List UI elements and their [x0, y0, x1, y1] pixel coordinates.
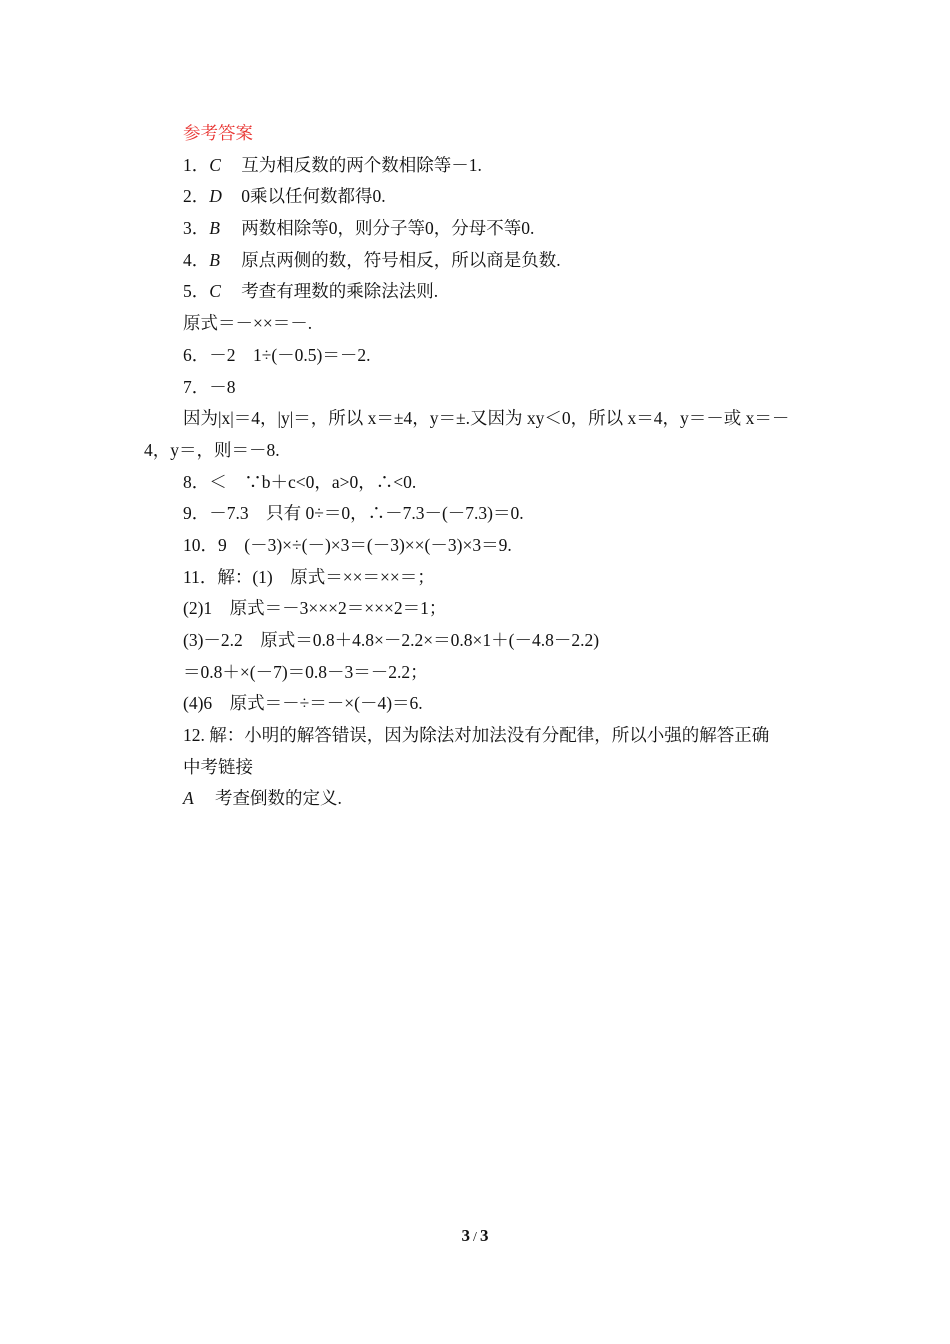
exam-link-title: 中考链接: [183, 756, 253, 777]
answer-item-3: [144, 213, 812, 245]
answer-11-part-2: (2)1 原式＝－3×××2＝×××2＝1；: [183, 598, 447, 619]
page-number: [0, 1226, 950, 1246]
answer-explanation: 两数相除等0，则分子等0，分母不等0.: [241, 218, 535, 239]
answer-item-12: 12. 解：小明的解答错误，因为除法对加法没有分配律，所以小强的解答正确: [183, 725, 770, 746]
exam-link-answer: [144, 783, 812, 815]
answer-choice: D: [209, 186, 222, 207]
answer-7-explanation: 因为|x|＝4，|y|＝，所以 x＝±4，y＝±.又因为 xy＜0，所以 x＝4，y＝－或 x＝－: [183, 408, 790, 429]
answer-item-6: 6．－2 1÷(－0.5)＝－2.: [183, 344, 371, 365]
answer-item-10: 10．9 (－3)×÷(－)×3＝(－3)××(－3)×3＝9.: [183, 534, 512, 555]
answer-item-1: [144, 150, 812, 182]
answer-11-part-3-continued: ＝0.8＋×(－7)＝0.8－3＝－2.2；: [183, 661, 428, 682]
answer-explanation: 考查有理数的乘除法法则.: [241, 281, 439, 302]
answer-choice: C: [209, 281, 221, 302]
answer-7-continuation: 4，y＝，则＝－8.: [144, 439, 280, 460]
answer-choice: C: [209, 154, 221, 175]
answer-item-4: [144, 245, 812, 277]
answer-number: 4．: [183, 249, 210, 270]
answer-11-part-3: (3)－2.2 原式＝0.8＋4.8×－2.2×＝0.8×1＋(－4.8－2.2): [183, 630, 600, 650]
answer-explanation: 原点两侧的数，符号相反，所以商是负数.: [241, 249, 561, 270]
answer-choice: A: [183, 788, 194, 809]
answer-item-7: 7．－8: [183, 376, 236, 397]
answer-number: 5．: [183, 281, 210, 302]
answer-choice: B: [209, 218, 220, 239]
answer-11-part-4: (4)6 原式＝－÷＝－×(－4)＝6.: [183, 693, 423, 714]
answer-item-8: 8．＜ ∵b＋c<0，a>0，∴<0.: [183, 471, 417, 492]
answer-item-9: 9．－7.3 只有 0÷＝0，∴－7.3－(－7.3)＝0.: [183, 503, 524, 524]
answer-5-formula: 原式＝－××＝－.: [183, 313, 313, 334]
current-page: 3: [461, 1226, 471, 1245]
page-separator: /: [473, 1230, 477, 1245]
answer-item-2: [144, 181, 812, 213]
answer-choice: B: [209, 249, 220, 270]
answer-explanation: 0乘以任何数都得0.: [241, 186, 386, 207]
answer-number: 1．: [183, 154, 210, 175]
answer-section: [144, 118, 812, 815]
total-pages: 3: [479, 1226, 489, 1245]
answer-item-5: [144, 276, 812, 308]
answer-number: 3．: [183, 218, 210, 239]
answer-explanation: 考查倒数的定义.: [215, 788, 342, 809]
answer-number: 2．: [183, 186, 210, 207]
answer-heading: 参考答案: [183, 123, 253, 143]
answer-explanation: 互为相反数的两个数相除等－1.: [241, 154, 482, 175]
answer-item-11: 11．解：(1) 原式＝××＝××＝；: [183, 566, 435, 587]
